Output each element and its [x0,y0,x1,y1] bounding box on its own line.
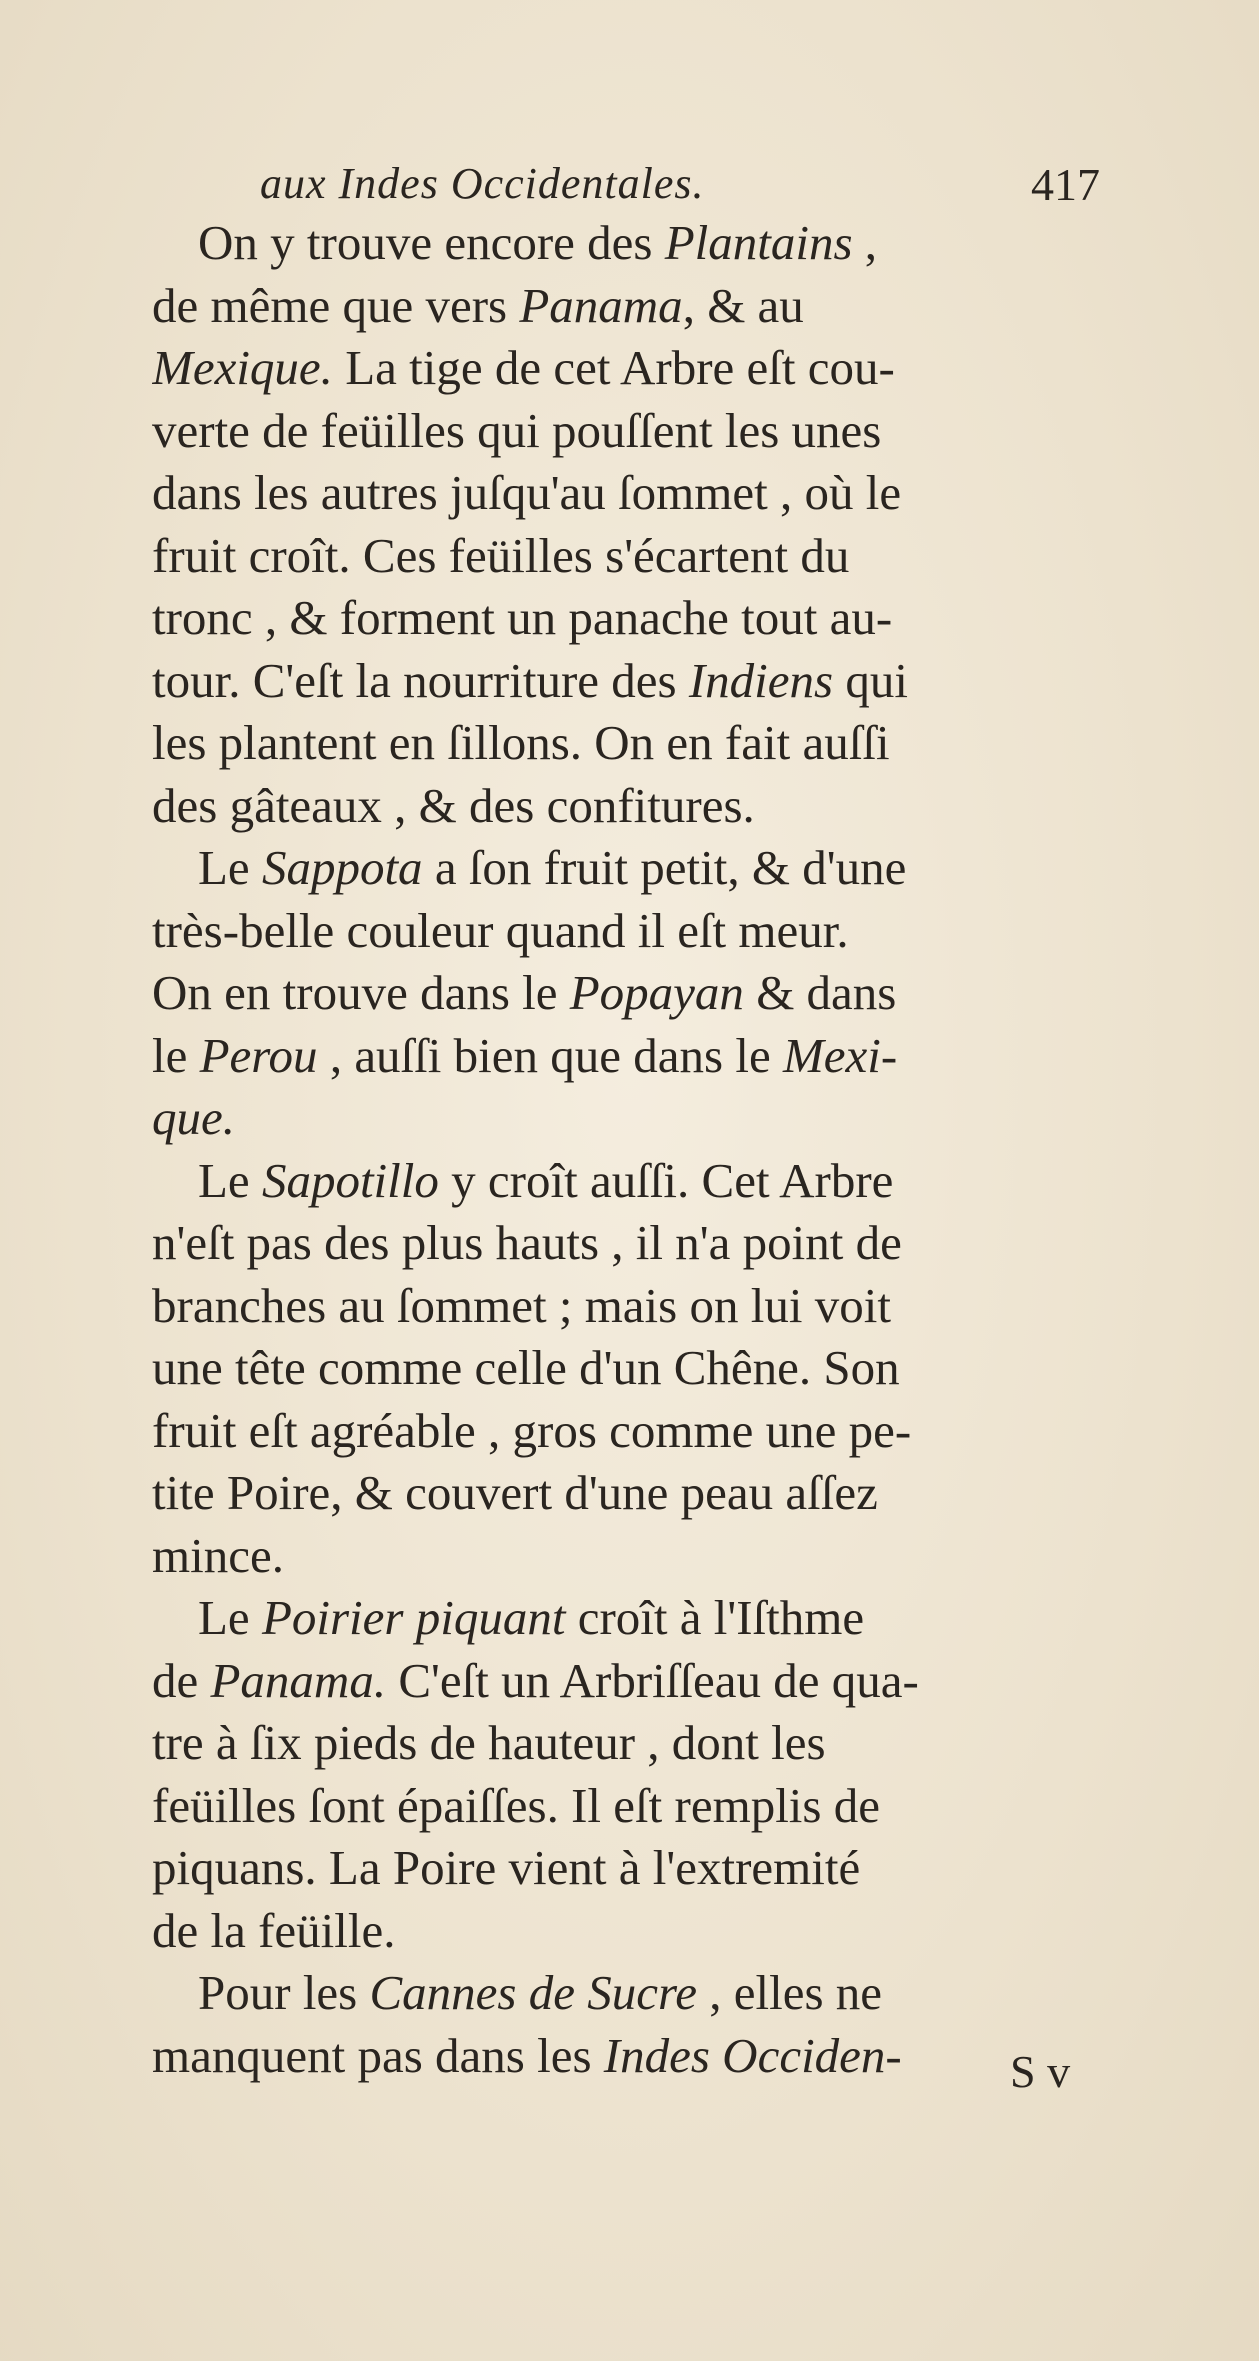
text-line [152,337,1112,400]
text-line [152,1212,1112,1275]
text-segment: qui [833,652,908,708]
text-segment: C'eſt un Arbriſſeau de qua- [386,1652,919,1708]
text-line [152,1587,1112,1650]
text-segment: fruit eſt agréable , gros comme une pe- [152,1402,912,1458]
italic-text: Panama [519,277,683,333]
italic-text: Mexique. [152,340,333,395]
text-segment: , [852,215,878,270]
text-segment: , auſſi bien que dans le [317,1027,783,1083]
text-line [152,837,1112,900]
italic-text: Perou [199,1027,318,1083]
text-line [152,525,1112,588]
italic-text: Mexi- [782,1027,898,1083]
text-segment: Le [198,840,262,895]
text-line [152,1337,1112,1400]
text-segment: de [152,1652,211,1708]
text-line [152,462,1112,525]
text-segment: des gâteaux , & des confitures. [152,777,755,833]
text-line [152,775,1112,838]
text-segment: La tige de cet Arbre eſt cou- [332,340,895,395]
text-line [152,1087,1112,1150]
text-segment: piquans. La Poire vient à l'extremité [152,1840,861,1895]
text-segment: , elles ne [697,1965,883,2020]
italic-text: Popayan [569,965,744,1020]
page-number: 417 [1031,159,1100,210]
signature-mark: S v [1010,2046,1071,2097]
text-segment: tour. C'eſt la nourriture des [152,652,689,708]
italic-text: Cannes de Sucre [369,1965,697,2020]
text-segment: branches au ſommet ; mais on lui voit [152,1277,891,1333]
italic-text: Poirier piquant [261,1590,566,1645]
text-line [152,1900,1112,1963]
text-line [152,1025,1112,1088]
italic-text: Sapotillo [261,1152,439,1208]
text-line [152,650,1112,713]
text-segment: n'eſt pas des plus hauts , il n'a point de [152,1215,902,1270]
text-segment: y croît auſſi. Cet Arbre [438,1152,894,1208]
italic-text: Sappota [261,840,423,895]
text-segment: On y trouve encore des [198,215,665,270]
text-line [152,962,1112,1025]
text-line [152,587,1112,650]
text-line [152,1775,1112,1838]
text-segment: mince. [152,1527,284,1583]
text-segment: de la feüille. [152,1902,396,1958]
text-line [152,400,1112,463]
text-segment: les plantent en ſillons. On en fait auſſi [152,715,890,770]
text-segment: feüilles ſont épaiſſes. Il eſt remplis de [152,1777,880,1833]
text-line [152,1275,1112,1338]
text-segment: Le [198,1152,262,1208]
text-segment: de même que vers [152,277,520,333]
text-segment: le [152,1027,200,1083]
text-line [152,1650,1112,1713]
text-segment: verte de feüilles qui pouſſent les unes [152,402,882,458]
running-title: aux Indes Occidentales. [260,159,705,208]
text-line [152,212,1112,275]
text-segment: tre à ſix pieds de hauteur , dont les [152,1715,826,1770]
text-segment: tite Poire, & couvert d'une peau aſſez [152,1465,878,1520]
text-line [152,1400,1112,1463]
text-line [152,275,1112,338]
text-segment: tronc , & forment un panache tout au- [152,590,893,645]
text-segment: & dans [743,965,897,1020]
text-segment: On en trouve dans le [152,965,570,1020]
italic-text: Indiens [688,652,834,708]
text-line [152,712,1112,775]
text-segment: , & au [682,277,804,333]
text-line [152,1837,1112,1900]
text-line [152,1525,1112,1588]
italic-text: Panama. [210,1652,387,1708]
italic-text: Indes Occiden- [603,2027,902,2083]
text-line [152,1462,1112,1525]
text-segment: croît à l'Iſthme [565,1590,865,1645]
text-segment: manquent pas dans les [152,2027,604,2083]
text-segment: dans les autres juſqu'au ſommet , où le [152,465,902,520]
text-line [152,1712,1112,1775]
text-segment: fruit croît. Ces feüilles s'écartent du [152,527,850,583]
text-line [152,900,1112,963]
text-line [152,1962,1112,2025]
text-line [152,1150,1112,1213]
text-segment: Le [198,1590,262,1645]
text-line [152,2025,1112,2088]
body-text [152,212,1112,2087]
italic-text: Plantains [664,215,853,270]
italic-text: que. [152,1090,235,1145]
text-segment: a ſon fruit petit, & d'une [422,840,907,895]
text-segment: Pour les [198,1965,370,2020]
text-segment: une tête comme celle d'un Chêne. Son [152,1340,900,1395]
text-segment: très-belle couleur quand il eſt meur. [152,902,849,958]
